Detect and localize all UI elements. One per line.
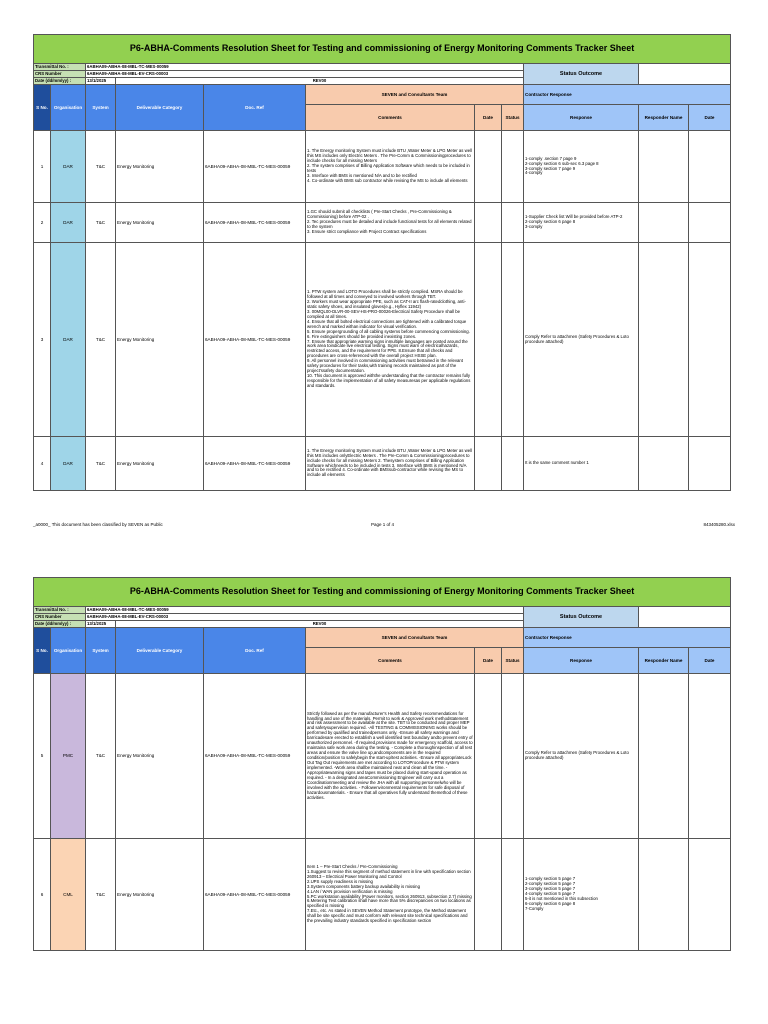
status-outcome-label: Status Outcome [524, 607, 639, 628]
date-label: Date (dd/mm/yy) : [34, 78, 86, 85]
revision: REV00 [116, 78, 524, 85]
revision: REV00 [116, 621, 524, 628]
row-system: T&C [86, 203, 116, 243]
header-comments: Comments [306, 105, 475, 131]
row-organization: DAR [51, 131, 86, 203]
transmittal-label: Transmittal No. : [34, 64, 86, 71]
row-system: T&C [86, 243, 116, 437]
header-comments: Comments [306, 648, 475, 674]
date-value: 13/1/2025 [86, 621, 116, 628]
header-contractor: Contractor Response [524, 628, 731, 648]
date-label: Date (dd/mm/yy) : [34, 621, 86, 628]
header-status: Status [502, 105, 524, 131]
header-organization: Organisation [51, 85, 86, 131]
row-response: 1-comply .section 7 page 9 2-comply section 6 sub-sec 6.3 page 8 3-comply section 7 page 9 4-comply [524, 131, 639, 203]
transmittal-value: 6ABHA09-ABHA-08-MBL-TC-MES-00059 [86, 64, 524, 71]
row-system: T&C [86, 437, 116, 491]
title-row [34, 578, 731, 607]
row-comment: Item 1 – Pre-Start Checks / Pre-Commissioning 1.Suggest to revise this segment of method statement in line with specification section 260913 – Electrical Power Monitoring and Control 2.UPS supply readiness is missing 3.System components battery backup availability is missing 4.LAN / WAN provision verification is missing 5.PC workstation availability (Power monitors, section 260913, subsection 2.7) missing 6.Metering Test calibration shall have more than 5% discrepancies on two locations as specified is missing 7.Etc., etc. As stated in SEVEN Method Statement prototype, the Method statement shall be site specific and must conform with relevant site technical specifications and the prevailing industry standards specified in specification section [306, 839, 475, 951]
row-responder [639, 674, 689, 839]
header-organization: Organisation [51, 628, 86, 674]
row-responder [639, 203, 689, 243]
footer-classification: _a0000_ This document has been classified by SEVEN as Public [33, 522, 163, 527]
header-sno: S No. [34, 85, 51, 131]
row-responder [639, 839, 689, 951]
row-response-date [689, 203, 731, 243]
row-sno: 3 [34, 243, 51, 437]
row-organization: DAR [51, 243, 86, 437]
row-status [502, 203, 524, 243]
row-status [502, 131, 524, 203]
header-sno: S No. [34, 628, 51, 674]
header-docref: Doc. Ref [204, 628, 306, 674]
row-organization: PMC [51, 674, 86, 839]
row-comment: Strictly followed as per the manufacturer's Health and Safety recommendations for handling and use of the materials. Permit to work & Approved work methodstatement and risk assessment to be available at the site. TBT to be conducted and proper MEP and safetysupervision required. -All TESTING & COMMISSIONING works should be performed by qualified and trainedpersons only. -Ensure all safety warnings and barricadesare erected to establish a well identified test boundary andto prevent entry of unauthorized personnel. -If required,provisions made for emergency scaffold, access to maintaina safe work area during the testing. - Complete a thoroughinspection of all test areas and ensure the valve line up,andcomponents are in the required condition/position to safelybegin the start-up/test activities. -Ensure all appropriateLock Out Tag Out requirements are met according to LOTOProcedure & PTW system implemented. -Work area shallbe maintained neat and clean all the time. - Appropriatewarning signs and tapes must be placed during start-upand operation as required. - In a designated areaCommissioning Engineer will carry out a Coordinationmeeting and review the JHA with all supporting personnelwho will be involved with the activities. - Followenvironmental requirements for safe disposal of hazardousmaterials. - Ensure that all operatives fully understand themethod of these activities. [306, 674, 475, 839]
table-row [34, 674, 731, 839]
status-outcome-label: Status Outcome [524, 64, 639, 85]
header-team: SEVEN and Consultants Team [306, 85, 524, 105]
row-response-date [689, 243, 731, 437]
sheet-page-2 [33, 577, 730, 951]
row-sno: 4 [34, 437, 51, 491]
header-response-date: Date [689, 105, 731, 131]
row-organization: CML [51, 839, 86, 951]
table-row [34, 839, 731, 951]
row-status [502, 243, 524, 437]
date-value: 13/1/2025 [86, 78, 116, 85]
header-responder: Responder Name [639, 648, 689, 674]
table-row [34, 131, 731, 203]
table-row [34, 243, 731, 437]
table-row [34, 203, 731, 243]
header-system: System [86, 628, 116, 674]
status-outcome-value [639, 64, 731, 85]
row-system: T&C [86, 674, 116, 839]
crs-label: CRS Number [34, 71, 86, 78]
row-sno: 6 [34, 839, 51, 951]
meta-row-transmittal [34, 64, 731, 71]
row-status [502, 674, 524, 839]
header-system: System [86, 85, 116, 131]
row-category: Energy Monitoring [116, 839, 204, 951]
row-sno: 1 [34, 131, 51, 203]
sheet-title: P6-ABHA-Comments Resolution Sheet for Testing and commissioning of Energy Monitoring Comments Tracker Sheet [34, 578, 731, 607]
row-date [475, 674, 502, 839]
header-response: Response [524, 105, 639, 131]
row-date [475, 243, 502, 437]
row-organization: DAR [51, 437, 86, 491]
row-organization: DAR [51, 203, 86, 243]
header-response: Response [524, 648, 639, 674]
row-response-date [689, 839, 731, 951]
table-row [34, 437, 731, 491]
page-footer [33, 522, 735, 530]
row-comment: 1.GC should submit all checklists ( Pre-Start Checks , Pre-Commissioning & Commissioning) before ATP-02 . 2. Tec procedures must be detailed and include functional tests for all elements related to the system 3. Ensure strict compliance with Project Contract specifications [306, 203, 475, 243]
row-date [475, 203, 502, 243]
row-response-date [689, 674, 731, 839]
status-outcome-value [639, 607, 731, 628]
header-team: SEVEN and Consultants Team [306, 628, 524, 648]
row-docref: 6ABHA09-ABHA-08-MBL-TC-MES-00059 [204, 437, 306, 491]
header-date: Date [475, 105, 502, 131]
row-docref: 6ABHA09-ABHA-08-MBL-TC-MES-00059 [204, 839, 306, 951]
row-response-date [689, 437, 731, 491]
row-docref: 6ABHA09-ABHA-08-MBL-TC-MES-00059 [204, 131, 306, 203]
row-docref: 6ABHA09-ABHA-08-MBL-TC-MES-00059 [204, 674, 306, 839]
row-date [475, 131, 502, 203]
header-docref: Doc. Ref [204, 85, 306, 131]
row-sno: 5 [34, 674, 51, 839]
row-comment: 1. The Energy monitoring System must include BTU ,Water Meter & LPG Meter as well this MS includes only Electric Meters . The Pre-Comm & Commissioningprocedures to include checks for all missing Meters 2. The system comprises of Billing Application Software which needs to be included in tests 3. Interface with BMS is mentioned N/A and to be rectified 4. Co-ordinate with BMS sub contractor while revising the MS to include all elements [306, 131, 475, 203]
row-date [475, 839, 502, 951]
row-response: It is the same comment number 1 [524, 437, 639, 491]
title-row [34, 35, 731, 64]
tracker-table-page-1 [33, 34, 731, 491]
row-comment: 1. The Energy monitoring System must include BTU ,Water Meter & LPG Meter as well this MS includes onlyElectric Meters . The Pre-Comm & Commissioningprocedures to include checks for all missing Meters 2. Thesystem comprises of Billing Application Software whichneeds to be included in tests 3. Interface with BMS is mentioned N/A and to be rectified 4. Co-ordinate with BMSsub-contractor while revising the MS to include all elements [306, 437, 475, 491]
header-row-1 [34, 628, 731, 648]
header-deliverable: Deliverable Category [116, 85, 204, 131]
transmittal-value: 6ABHA09-ABHA-08-MBL-TC-MES-00059 [86, 607, 524, 614]
row-category: Energy Monitoring [116, 674, 204, 839]
crs-value: 6ABHA09-ABHA-08-MBL-EV-CRS-00003 [86, 614, 524, 621]
row-category: Energy Monitoring [116, 437, 204, 491]
row-response: Comply Refer to attachmen (Safety Procedures & Loto procedure attached) [524, 243, 639, 437]
row-comment: 1. PTW system and LOTO Procedures shall be strictly complied. MSRA should be followed at all times and conveyed to involved workers through TBT. 2. Workers must wear appropriate PPE, such as CAT-II arc flash-ratedclothing, anti-static safety shoes, and insulated gloves(e.g., Hyflex 11942) 3. 00MQL00-DLVR-00-SEV-HS-PRO-00026-Electrical Safety Procedure shall be complied at all times. 4. Ensure that all bolted electrical connections are tightened with a calibrated torque wrench and marked withan indicator for visual verification. 5. Ensure propergrounding of all cabling systems before commencing commissioning. 6. Fire extinguishers should be provided inexisting zones. 7. Ensure that appropriate warning signs inmultiple languages are posted around the work area toindicate live electrical testing. Signs must warn of electricalhazards, restricted access, and the requirement for PPE. 8.Ensure that all checks and procedures are cross-referenced with the overall project HSSE plan. 9. All personnel involved in commissioning activities must betrained in the relevant safety procedures for their tasks,with training records maintained as part of the project'ssafety documentation. 10. This document is approved withthe understanding that the contractor remains fully responsible for the implementation of all safety measuresas per applicable regulations and standards. [306, 243, 475, 437]
row-system: T&C [86, 131, 116, 203]
tracker-table-page-2 [33, 577, 731, 951]
row-response: 1-Supplier Check list Will be provided before ATP-2 2-comply section 6 page 8 3-comply [524, 203, 639, 243]
sheet-page-1 [33, 34, 730, 491]
crs-label: CRS Number [34, 614, 86, 621]
row-category: Energy Monitoring [116, 243, 204, 437]
row-sno: 2 [34, 203, 51, 243]
row-docref: 6ABHA09-ABHA-08-MBL-TC-MES-00059 [204, 203, 306, 243]
sheet-title: P6-ABHA-Comments Resolution Sheet for Testing and commissioning of Energy Monitoring Comments Tracker Sheet [34, 35, 731, 64]
row-docref: 6ABHA09-ABHA-08-MBL-TC-MES-00059 [204, 243, 306, 437]
row-response: Comply Refer to attachmen (Safety Procedures & Loto procedure attached) [524, 674, 639, 839]
header-row-1 [34, 85, 731, 105]
header-status: Status [502, 648, 524, 674]
row-responder [639, 243, 689, 437]
row-responder [639, 131, 689, 203]
row-responder [639, 437, 689, 491]
crs-value: 6ABHA09-ABHA-08-MBL-EV-CRS-00003 [86, 71, 524, 78]
transmittal-label: Transmittal No. : [34, 607, 86, 614]
header-contractor: Contractor Response [524, 85, 731, 105]
row-status [502, 839, 524, 951]
row-system: T&C [86, 839, 116, 951]
header-response-date: Date [689, 648, 731, 674]
row-date [475, 437, 502, 491]
header-responder: Responder Name [639, 105, 689, 131]
row-category: Energy Monitoring [116, 203, 204, 243]
row-status [502, 437, 524, 491]
footer-page-number: Page 1 of 4 [371, 522, 395, 527]
footer-filename: 843405280.xlsx [703, 522, 735, 527]
row-response-date [689, 131, 731, 203]
row-response: 1-comply section 5 page 7 2-comply section 5 page 7 3-comply section 5 page 7 4-comply section 5 page 7 5-it is not mentioned in this subsection 6-comply section 6 page 8 7-Comply [524, 839, 639, 951]
header-date: Date [475, 648, 502, 674]
header-deliverable: Deliverable Category [116, 628, 204, 674]
meta-row-transmittal [34, 607, 731, 614]
row-category: Energy Monitoring [116, 131, 204, 203]
